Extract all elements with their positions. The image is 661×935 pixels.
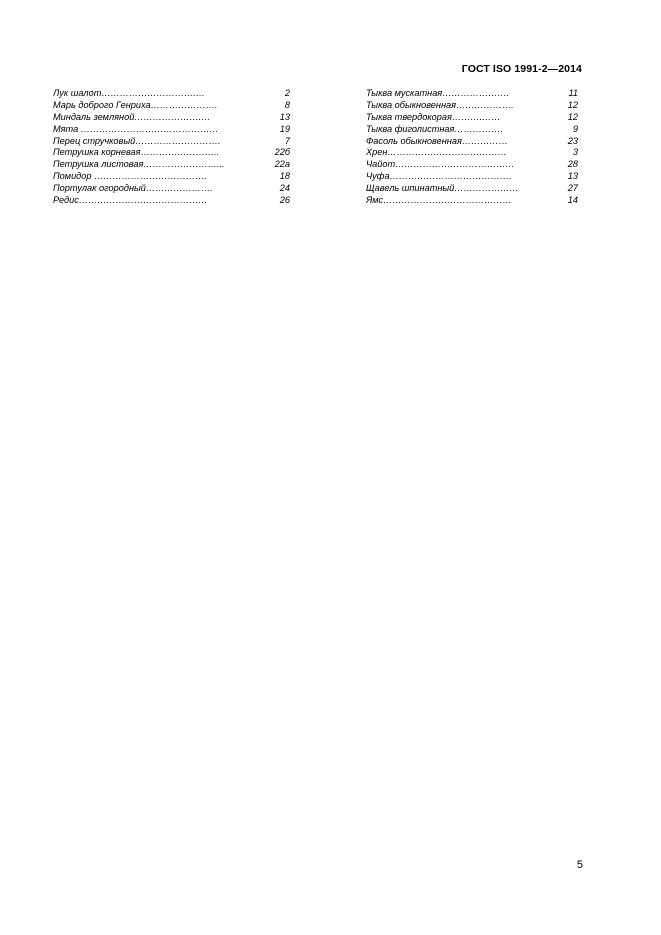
index-term: Петрушка листовая……………………... (53, 159, 225, 170)
index-term: Перец стручковый………………………. (53, 135, 221, 146)
index-page-ref: 11 (568, 88, 578, 98)
index-entry (366, 147, 578, 159)
index-entry (366, 88, 578, 100)
index-term: Мята ……………………………………… (53, 123, 219, 134)
index-entry (53, 147, 290, 159)
index-term: Чайот………………………………… (366, 159, 515, 170)
index-term: Миндаль земляной………………….… (53, 111, 211, 122)
index-entry (366, 159, 578, 171)
index-page-ref: 22а (274, 159, 290, 170)
index-term: Редис…………………………………… (53, 195, 208, 206)
index-term: Помидор ………………………………. (53, 171, 207, 182)
index-term: Фасоль обыкновенная…………… (366, 135, 508, 146)
index-term: Тыква обыкновенная………………. (366, 99, 514, 110)
index-term: Хрен………………………………… (366, 147, 507, 158)
index-entry (366, 195, 578, 207)
index-page-ref: 22б (274, 147, 290, 158)
index-entry (366, 136, 578, 148)
index-page-ref: 13 (567, 171, 578, 182)
index-page-ref: 27 (567, 183, 578, 194)
index-page-ref: 19 (279, 123, 290, 134)
index-entry (53, 171, 290, 183)
index-term: Щавель шпинатный………………… (366, 183, 519, 194)
document-code-header: ГОСТ ISO 1991-2—2014 (461, 63, 582, 75)
index-page-ref: 9 (572, 123, 578, 134)
index-entry (366, 124, 578, 136)
index-entry (366, 112, 578, 124)
page-number: 5 (576, 859, 583, 871)
index-page-ref: 18 (279, 171, 290, 182)
index-page-ref: 12 (567, 99, 578, 110)
index-page-ref: 14 (567, 195, 578, 206)
index-page-ref: 13 (279, 111, 290, 122)
index-entry (53, 88, 290, 100)
index-entry (53, 136, 290, 148)
index-term: Петрушка корневая…………………….. (53, 147, 220, 158)
index-term: Тыква мускатная…………………. (366, 88, 510, 98)
index-term: Тыква фиголистная……………. (366, 123, 503, 134)
index-entry (53, 112, 290, 124)
index-entry (53, 100, 290, 112)
index-page-ref: 8 (284, 99, 290, 110)
index-entry (53, 195, 290, 207)
index-term: Лук шалот………………………….… (53, 88, 205, 98)
index-term: Тыква твердокорая……….…… (366, 111, 501, 122)
index-page-ref: 23 (567, 135, 578, 146)
index-term: Марь доброго Генриха…………………. (53, 99, 218, 110)
index-entry (366, 100, 578, 112)
index-column-right (366, 88, 578, 207)
index-entry (53, 124, 290, 136)
index-entry (366, 183, 578, 195)
index-column-left (53, 88, 290, 207)
index-term: Портулак огородный…………………. (53, 183, 213, 194)
index-page-ref: 24 (279, 183, 290, 194)
index-page-ref: 7 (284, 135, 290, 146)
index-page-ref: 28 (567, 159, 578, 170)
index-page-ref: 3 (572, 147, 578, 158)
index-term: Ямс…………………………………… (366, 195, 512, 206)
index-page-ref: 2 (284, 88, 290, 98)
index-page-ref: 12 (567, 111, 578, 122)
index-term: Чуфа…………………………………. (366, 171, 512, 182)
index-entry (53, 183, 290, 195)
index-page-ref: 26 (279, 195, 290, 206)
index-entry (53, 159, 290, 171)
index-entry (366, 171, 578, 183)
